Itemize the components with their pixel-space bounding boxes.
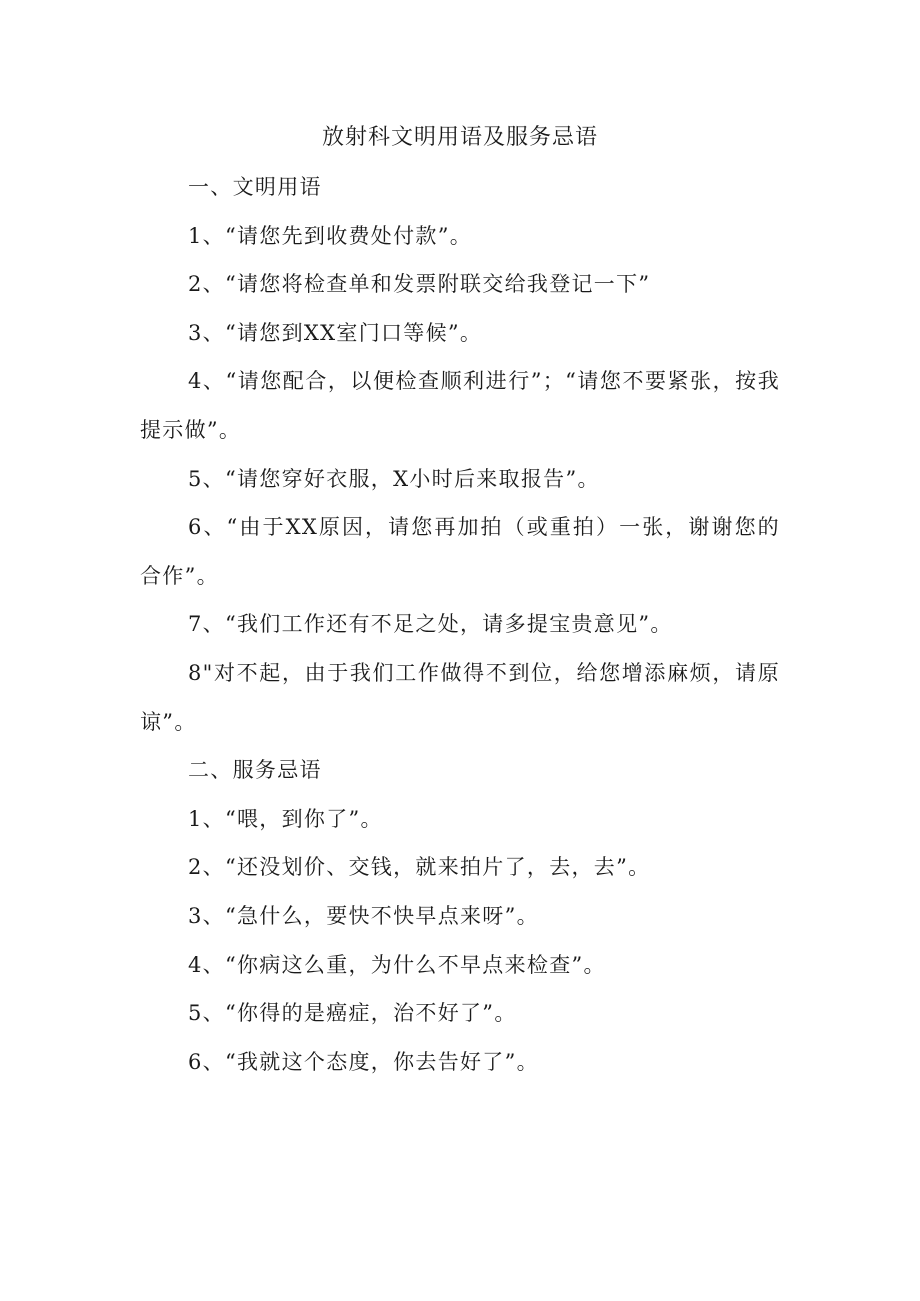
civil-phrase-3: 3、“请您到XX室门口等候”。 <box>188 320 483 345</box>
document-body <box>140 163 780 1086</box>
civil-phrase-7: 7、“我们工作还有不足之处，请多提宝贵意见”。 <box>188 612 673 637</box>
taboo-phrase-6: 6、“我就这个态度，你去告好了”。 <box>188 1049 539 1074</box>
civil-phrase-1: 1、“请您先到收费处付款”。 <box>188 223 473 248</box>
taboo-phrase-3: 3、“急什么，要快不快早点来呀”。 <box>188 903 539 928</box>
civil-phrase-2: 2、“请您将检查单和发票附联交给我登记一下” <box>188 272 651 297</box>
civil-phrase-6: 6、“由于XX原因，请您再加拍（或重拍）一张，谢谢您的合作”。 <box>140 515 780 588</box>
civil-phrase-4: 4、“请您配合，以便检查顺利进行”；“请您不要紧张，按我提示做”。 <box>140 369 780 442</box>
taboo-phrase-4: 4、“你病这么重，为什么不早点来检查”。 <box>188 952 606 977</box>
civil-phrase-5: 5、“请您穿好衣服，X小时后来取报告”。 <box>188 466 600 491</box>
taboo-phrase-1: 1、“喂，到你了”。 <box>188 806 383 831</box>
section-heading-taboo-language: 二、服务忌语 <box>188 758 322 783</box>
section-heading-civil-language: 一、文明用语 <box>188 175 322 199</box>
civil-phrase-8: 8"对不起，由于我们工作做得不到位，给您增添麻烦，请原谅”。 <box>140 660 780 734</box>
taboo-phrase-2: 2、“还没划价、交钱，就来拍片了，去，去”。 <box>188 855 651 880</box>
document-title: 放射科文明用语及服务忌语 <box>321 125 598 150</box>
taboo-phrase-5: 5、“你得的是癌症，治不好了”。 <box>188 1001 517 1026</box>
